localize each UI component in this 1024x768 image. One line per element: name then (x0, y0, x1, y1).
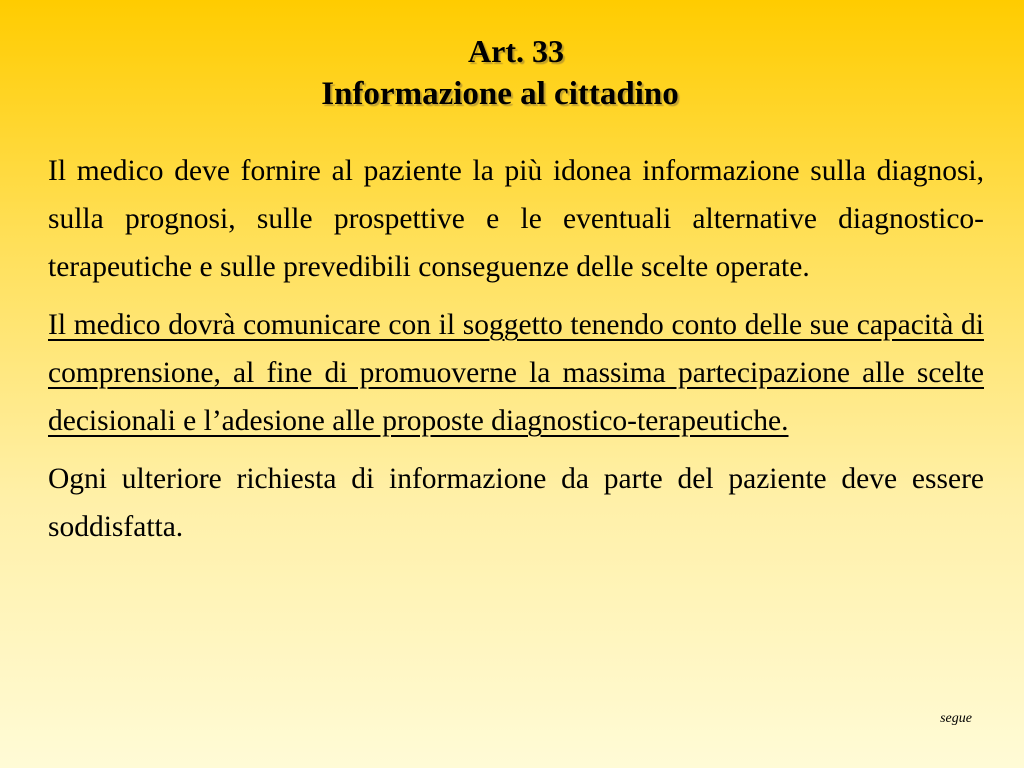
article-body (48, 147, 984, 561)
slide-title: Informazione al cittadino (321, 76, 679, 112)
article-number: Art. 33 (468, 33, 564, 69)
paragraph-information-duty: Il medico deve fornire al paziente la più idonea informazione sulla diagnosi, sulla prognosi, sulle prospettive e le eventuali alternative diagnostico-terapeutiche e sulle prevedibili conseguenze delle scelte operate. (48, 155, 984, 283)
paragraph-communication: Il medico dovrà comunicare con il soggetto tenendo conto delle sue capacità di comprensione, al fine di promuoverne la massima partecipazione alle scelte decisionali e l’adesione alle proposte diagnostico-terapeutiche. (48, 309, 984, 437)
continue-label: segue (940, 711, 972, 726)
title-block (0, 30, 1024, 116)
paragraph-further-requests: Ogni ulteriore richiesta di informazione da parte del paziente deve essere soddisfatta. (48, 463, 984, 543)
